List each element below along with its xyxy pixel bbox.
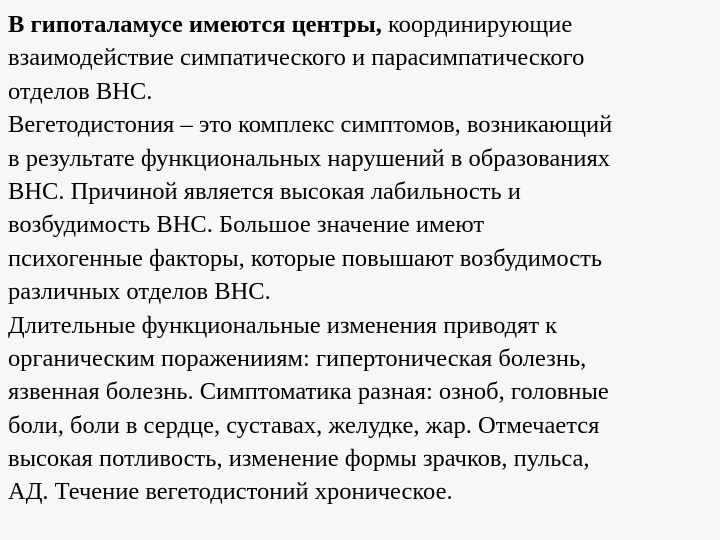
text-line-3: отделов ВНС. bbox=[8, 77, 153, 105]
text-line-1 bbox=[8, 8, 714, 41]
heading-normal-text: координирующие bbox=[381, 11, 573, 38]
text-line-7: возбудимость ВНС. Большое значение имеют bbox=[8, 211, 485, 239]
text-block bbox=[8, 8, 714, 509]
text-line-8: психогенные факторы, которые повышают возбудимость bbox=[8, 244, 603, 272]
text-line-6: ВНС. Причиной является высокая лабильность и bbox=[8, 177, 521, 205]
text-line-12: язвенная болезнь. Симптоматика разная: озноб, головные bbox=[8, 378, 609, 406]
heading-bold-text: В гипоталамусе имеются центры, bbox=[8, 11, 382, 38]
text-line-13: боли, боли в сердце, суставах, желудке, жар. Отмечается bbox=[8, 411, 600, 439]
text-line-5: в результате функциональных нарушений в образованиях bbox=[8, 144, 610, 172]
text-line-10: Длительные функциональные изменения приводят к bbox=[8, 311, 558, 339]
text-line-9: различных отделов ВНС. bbox=[8, 278, 271, 306]
text-line-2: взаимодействие симпатического и парасимпатического bbox=[8, 44, 585, 72]
text-line-4: Вегетодистония – это комплекс симптомов, возникающий bbox=[8, 111, 613, 139]
text-line-14: высокая потливость, изменение формы зрачков, пульса, bbox=[8, 445, 590, 473]
text-line-11: органическим пораженииям: гипертоническая болезнь, bbox=[8, 344, 587, 372]
text-line-15: АД. Течение вегетодистоний хроническое. bbox=[8, 478, 453, 506]
